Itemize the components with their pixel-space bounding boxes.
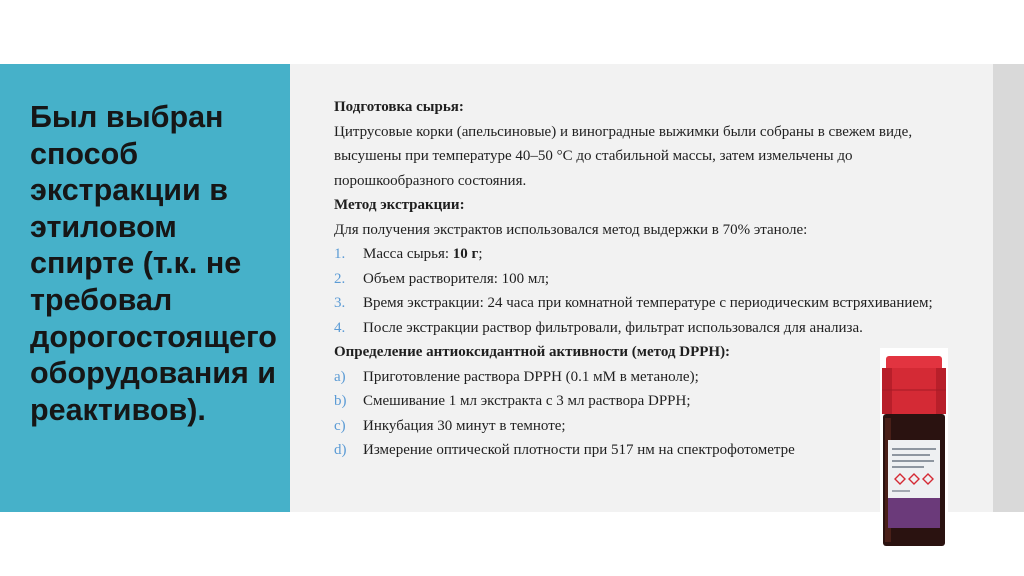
list-item-text: Смешивание 1 мл экстракта с 3 мл раствора DPPH;	[363, 393, 691, 409]
list-item-text: Время экстракции: 24 часа при комнатной температуре с периодическим встряхиванием;	[363, 295, 933, 311]
list-item-text: Приготовление раствора DPPH (0.1 мМ в метаноле);	[363, 368, 699, 385]
list-item	[334, 365, 954, 390]
list-item-text: После экстракции раствор фильтровали, фильтрат использовался для анализа.	[363, 319, 863, 336]
list-item	[334, 316, 954, 341]
list-item-bold-value: 10 г	[452, 246, 479, 262]
reagent-bottle-photo	[880, 348, 948, 548]
list-item	[334, 414, 954, 439]
list-item-suffix: ;	[478, 246, 483, 262]
slide-title: Был выбран способ экстракции в этиловом спирте (т.к. не требовал дорогостоящего оборудования и реактивов).	[30, 100, 277, 427]
raw-material-text: Цитрусовые корки (апельсиновые) и виноградные выжимки были собраны в свежем виде, высушены при температуре 40–50 °C до стабильной массы, затем измельчены до порошкообразного состояния.	[334, 123, 913, 189]
extraction-method-heading: Метод экстракции:	[334, 197, 465, 213]
list-item	[334, 438, 954, 463]
raw-material-heading: Подготовка сырья:	[334, 99, 464, 115]
list-marker: 1.	[334, 246, 346, 262]
list-marker: 3.	[334, 295, 346, 311]
list-item	[334, 267, 954, 292]
dpph-heading: Определение антиоксидантной активности (метод DPPH):	[334, 344, 731, 360]
slide-content	[334, 95, 954, 463]
list-item-text: Инкубация 30 минут в темноте;	[363, 417, 566, 434]
list-marker: b)	[334, 393, 347, 409]
list-item	[334, 242, 954, 267]
dpph-steps-list	[334, 365, 954, 463]
list-marker: c)	[334, 417, 346, 434]
list-item-text: Масса сырья:	[363, 246, 453, 262]
list-marker: 2.	[334, 270, 346, 287]
list-item-text: Измерение оптической плотности при 517 нм на спектрофотометре	[363, 442, 795, 458]
list-marker: a)	[334, 368, 346, 385]
list-marker: d)	[334, 442, 347, 458]
list-item-text: Объем растворителя: 100 мл;	[363, 270, 550, 287]
list-item	[334, 389, 954, 414]
extraction-method-text: Для получения экстрактов использовался метод выдержки в 70% этаноле:	[334, 221, 808, 238]
extraction-steps-list	[334, 242, 954, 340]
list-marker: 4.	[334, 319, 346, 336]
list-item	[334, 291, 954, 316]
right-edge-strip	[993, 64, 1024, 512]
